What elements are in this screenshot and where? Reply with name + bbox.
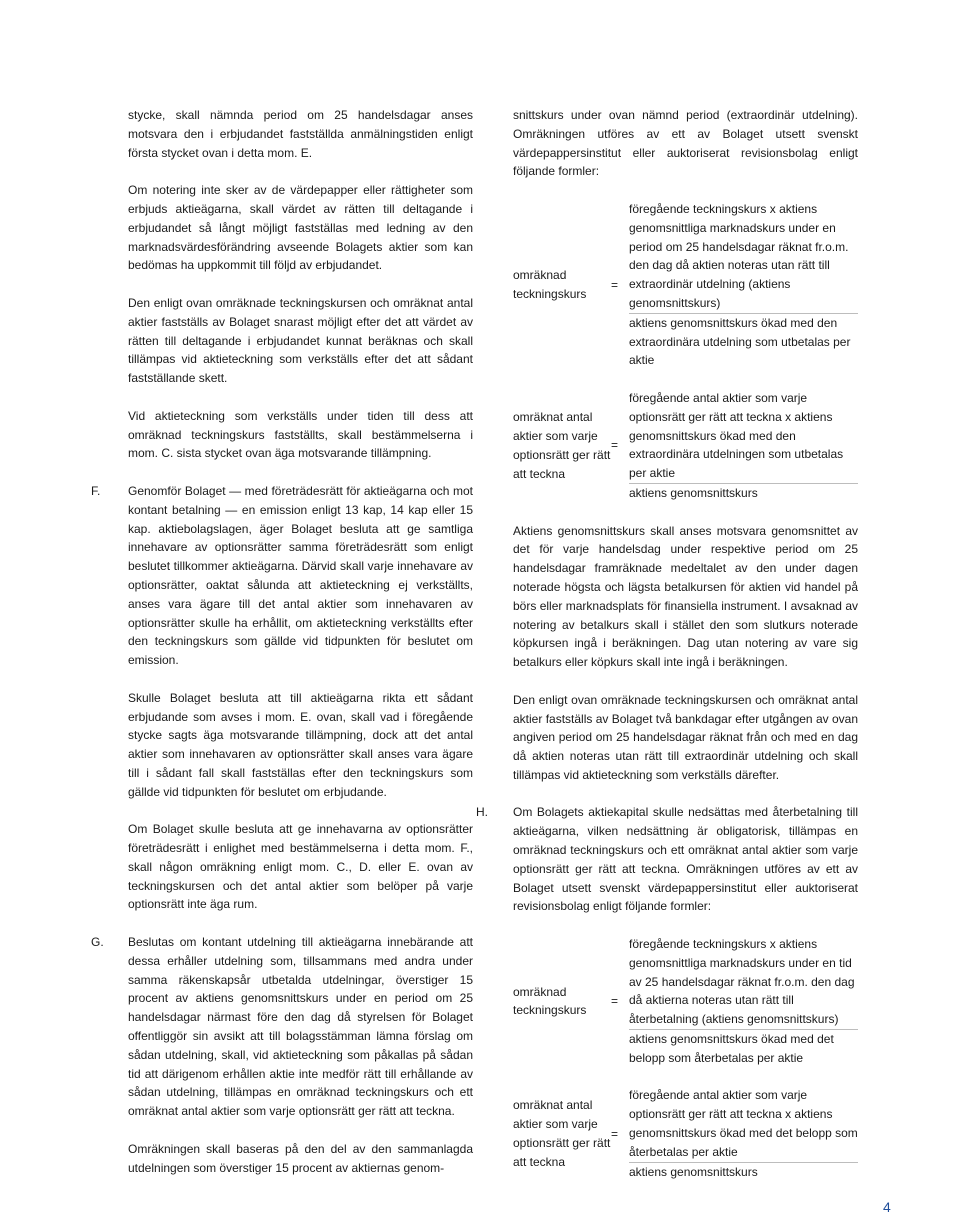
formula-fraction — [629, 1086, 858, 1181]
equals-sign: = — [611, 993, 619, 1008]
paragraph: Om Bolaget skulle besluta att ge innehavarna av optionsrätter företrädesrätt i enlighet med bestämmelserna i detta mom. F., skall någon omräkning enligt mom. C., D. eller E. ovan av teckningskursen och det antal aktier som belöper på varje optionsrätt inte äga rum. — [128, 822, 473, 912]
formula-denominator: aktiens genomsnittskurs — [629, 485, 758, 500]
paragraph: stycke, skall nämnda period om 25 handelsdagar anses motsvara den i erbjudandet fastställda anmälningstiden enligt första stycket ovan i detta mom. E. — [128, 108, 473, 160]
left-column — [91, 106, 473, 1196]
page-number: 4 — [883, 1199, 891, 1215]
paragraph: Den enligt ovan omräknade teckningskursen och omräknat antal aktier fastställs av Bolaget två bankdagar efter utgången av ovan angiven period om 25 handelsdagar räknat från och med en dag då aktien noteras utan rätt till extraordinär utdelning och skall tillämpas vid aktieteckning som verkställs därefter. — [513, 692, 858, 782]
paragraph: Aktiens genomsnittskurs skall anses motsvara genomsnittet av det för varje handelsdag under respektive period om 25 handelsdagar framräknade medeltalet av den under dagen noterade högsta och lägsta betalkursen för aktien vid handel på börs eller marknadsplats för finansiella instrument. I avsaknad av notering av betalkurs skall i stället den som slutkurs noterade köpkursen ingå i beräkningen. Dag utan notering av vare sig betalkurs eller köpkurs skall inte ingå i beräkningen. — [513, 523, 858, 670]
paragraph: Om notering inte sker av de värdepapper eller rättigheter som erbjuds aktieägarna, skall värdet av rätten till deltagande i erbjudandet så långt möjligt fastställas med ledning av den marknadsvärdesförändring avseende Bolagets aktier som kan bedömas ha uppkommit till följd av erbjudandet. — [128, 183, 473, 273]
right-column — [476, 106, 858, 1200]
section-text: Genomför Bolaget — med företrädesrätt för aktieägarna och mot kontant betalning — en emission enligt 13 kap, 14 kap eller 15 kap. aktiebolagslagen, äger Bolaget besluta att ge samtliga innehavare av optionsrätter samma företrädesrätt som enligt beslutet tillkommer aktieägarna. Därvid skall varje innehavare av optionsrätter, oaktat sålunda att aktieteckning ej verkställts, anses vara ägare till det antal aktier som innehavaren av optionsrätter skulle ha erhållit, om aktieteckning verkställts efter den teckningskurs som gällde vid tidpunkten för beslutet om emission. — [128, 483, 473, 668]
equals-sign: = — [611, 1126, 619, 1141]
formula-antal-aktier — [513, 389, 858, 503]
paragraph: Den enligt ovan omräknade teckningskursen och omräknat antal aktier fastställs av Bolaget snarast möjligt efter det att värdet av rätten till deltagande i erbjudandet kunnat beräknas och skall tillämpas vid aktieteckning som verkställs efter det att sådant fastställande skett. — [128, 295, 473, 386]
section-h — [476, 803, 858, 916]
formula-denominator: aktiens genomsnittskurs ökad med den extraordinära utdelning som utbetalas per aktie — [629, 315, 851, 368]
equals-sign: = — [611, 277, 619, 292]
section-g — [91, 933, 473, 1121]
section-text: Om Bolagets aktiekapital skulle nedsättas med återbetalning till aktieägarna, vilken nedsättning är obligatorisk, tillämpas en omräknad teckningskurs och ett omräknat antal aktier som varje optionsrätt ger rätt att teckna. Omräkningen utföres av ett av Bolaget utsett svenskt värdepappersinstitut eller auktoriserat revisionsbolag enligt följande formler: — [513, 805, 858, 914]
paragraph: Omräkningen skall baseras på den del av den sammanlagda utdelningen som överstiger 15 procent av aktiernas genom- — [128, 1141, 473, 1175]
formula-teckningskurs-h — [513, 935, 858, 1068]
formula-denominator: aktiens genomsnittskurs — [629, 1164, 758, 1179]
formula-lhs: omräknad teckningskurs — [513, 268, 587, 302]
paragraph: Vid aktieteckning som verkställs under tiden till dess att omräknad teckningskurs fastställts, skall bestämmelserna i mom. C. sista stycket ovan äga motsvarande tillämpning. — [128, 408, 473, 461]
formula-numerator: föregående antal aktier som varje optionsrätt ger rätt att teckna x aktiens genomsnittskurs ökad med det belopp som återbetalas per aktie — [629, 1086, 858, 1162]
formula-lhs: omräknad teckningskurs — [513, 984, 587, 1018]
formula-denominator: aktiens genomsnittskurs ökad med det belopp som återbetalas per aktie — [629, 1032, 834, 1065]
paragraph: Skulle Bolaget besluta att till aktieägarna rikta ett sådant erbjudande som avses i mom. E. ovan, skall vad i föregående stycke sagts äga motsvarande tillämpning, dock att det antal aktier som innehavaren av optionsrätter skall anses vara ägare till i sådant fall skall fastställas efter den teckningskurs som gällde vid tidpunkten för beslutet om erbjudande. — [128, 690, 473, 799]
section-label: F. — [91, 483, 101, 498]
paragraph: snittskurs under ovan nämnd period (extraordinär utdelning). Omräkningen utföres av ett av Bolaget utsett svenskt värdepappersinstitut eller auktoriserat revisionsbolag enligt följande formler: — [513, 108, 858, 179]
formula-fraction — [629, 935, 858, 1068]
formula-lhs: omräknat antal aktier som varje optionsrätt ger rätt att teckna — [513, 410, 611, 481]
formula-numerator: föregående teckningskurs x aktiens genomsnittliga marknadskurs under en period om 25 handelsdagar räknat fr.o.m. den dag då aktien noteras utan rätt till extraordinär utdelning (aktiens genomsnittskurs) — [629, 200, 858, 314]
section-text: Beslutas om kontant utdelning till aktieägarna innebärande att dessa erhåller utdelning som, tillsammans med andra under samma räkenskapsår utbetalda utdelningar, överstiger 15 procent av aktiens genomsnittskurs under en period om 25 handelsdagar närmast före den dag då styrelsen för Bolaget offentliggör sin avsikt att till bolagsstämman lämna förslag om sådan utdelning, skall, vid aktieteckning som påkallas på sådan tid att därigenom erhållen aktie inte medför rätt till erhållande av sådan utdelning, tillämpas en omräknad teckningskurs och ett omräknat antal aktier som varje optionsrätt ger rätt att teckna. — [128, 935, 473, 1119]
formula-numerator: föregående antal aktier som varje optionsrätt ger rätt att teckna x aktiens genomsnittskurs ökad med den extraordinära utdelningen som utbetalas per aktie — [629, 389, 858, 484]
formula-teckningskurs — [513, 200, 858, 370]
section-label: G. — [91, 935, 104, 950]
formula-antal-aktier-h — [513, 1086, 858, 1181]
formula-numerator: föregående teckningskurs x aktiens genomsnittliga marknadskurs under en tid av 25 handelsdagar räknat fr.o.m. den dag då aktierna noteras utan rätt till återbetalning (aktiens genomsnittskurs) — [629, 935, 858, 1030]
section-f — [91, 482, 473, 670]
formula-fraction — [629, 389, 858, 503]
formula-fraction — [629, 200, 858, 370]
formula-lhs: omräknat antal aktier som varje optionsrätt ger rätt att teckna — [513, 1098, 611, 1169]
equals-sign: = — [611, 438, 619, 453]
section-label: H. — [476, 805, 488, 820]
